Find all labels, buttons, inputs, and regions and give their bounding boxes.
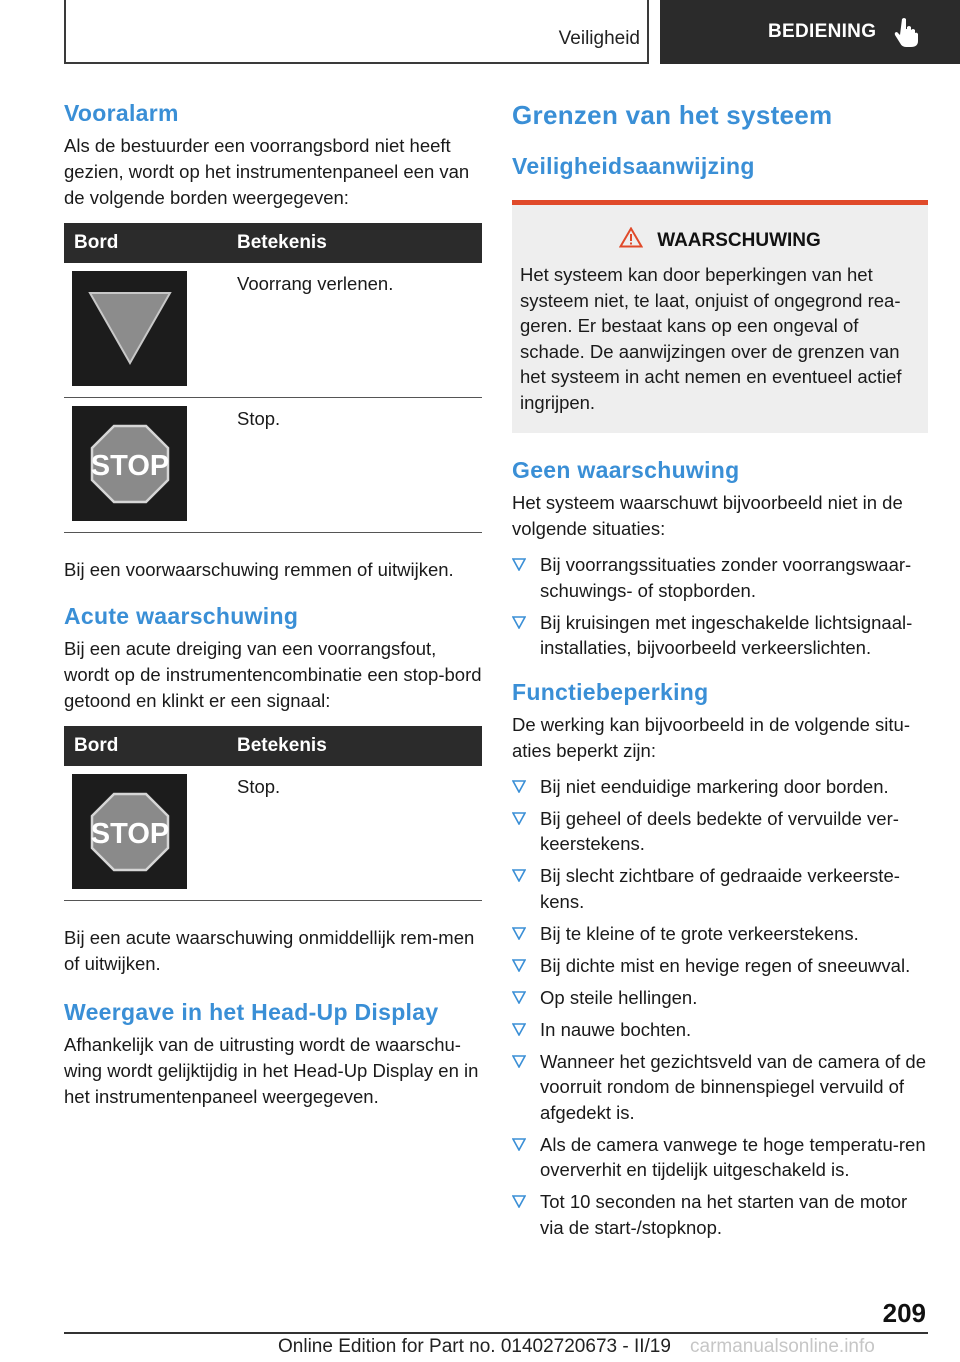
triangle-bullet-icon: [512, 812, 526, 825]
table-header-betekenis: Betekenis: [237, 232, 327, 253]
stop-sign-icon: [72, 774, 187, 889]
warning-text: Het systeem kan door beperkingen van het systeem niet, te laat, onjuist of ongegrond rea-geren. Er bestaat kans op een ongeval of schade. De aanwijzingen over de grenzen van het systeem in acht nemen en eventueel actief ingrijpen.: [520, 264, 902, 413]
list-item: Bij te kleine of te grote verkeerstekens.: [512, 921, 928, 947]
page-number: 209: [882, 1298, 926, 1328]
list-item: Bij slecht zichtbare of gedraaide verkeerste-kens.: [512, 863, 928, 914]
hud-heading: Weergave in het Head-Up Display: [64, 999, 439, 1025]
table-cell-meaning: Stop.: [237, 776, 281, 797]
no-warning-heading: Geen waarschuwing: [512, 457, 740, 483]
vooralarm-after: Bij een voorwaarschuwing remmen of uitwijken.: [64, 559, 454, 580]
footer-watermark[interactable]: carmanualsonline.info: [690, 1336, 875, 1357]
list-item: Bij dichte mist en hevige regen of sneeuwval.: [512, 953, 928, 979]
vooralarm-sign-table: [64, 223, 482, 533]
triangle-bullet-icon: [512, 616, 526, 629]
list-item: In nauwe bochten.: [512, 1017, 928, 1043]
triangle-bullet-icon: [512, 869, 526, 882]
acute-heading: Acute waarschuwing: [64, 603, 299, 629]
triangle-bullet-icon: [512, 1195, 526, 1208]
table-cell-meaning: Voorrang verlenen.: [237, 273, 394, 294]
list-item: Bij geheel of deels bedekte of vervuilde ver-keerstekens.: [512, 806, 928, 857]
list-item: Bij kruisingen met ingeschakelde lichtsignaal-installaties, bijvoorbeeld verkeerslichten.: [512, 610, 928, 661]
table-header-bord: Bord: [74, 232, 119, 253]
acute-after: Bij een acute waarschuwing onmiddellijk rem-men of uitwijken.: [64, 927, 475, 974]
list-item: Als de camera vanwege te hoge temperatu-ren oververhit en tijdelijk uitgeschakeld is.: [512, 1132, 928, 1183]
vooralarm-heading: Vooralarm: [64, 100, 179, 126]
stop-sign-icon: [72, 406, 187, 521]
limitation-heading: Functiebeperking: [512, 678, 709, 705]
table-header-betekenis: Betekenis: [237, 735, 327, 756]
triangle-bullet-icon: [512, 780, 526, 793]
warning-triangle-icon: [619, 227, 643, 254]
warning-title-row: [520, 227, 920, 254]
table-cell-meaning: Stop.: [237, 408, 281, 429]
table-row: [64, 398, 482, 533]
system-limits-title: Grenzen van het systeem: [512, 100, 833, 130]
table-row: [64, 766, 482, 901]
no-warning-list: [512, 552, 928, 661]
triangle-bullet-icon: [512, 1023, 526, 1036]
table-header-bord: Bord: [74, 735, 119, 756]
table-row: [64, 263, 482, 398]
list-item: Op steile hellingen.: [512, 985, 928, 1011]
hand-pointer-icon: [894, 17, 920, 47]
triangle-bullet-icon: [512, 1055, 526, 1068]
footer-divider: [64, 1332, 928, 1334]
no-warning-intro: Het systeem waarschuwt bijvoorbeeld niet in de volgende situaties:: [512, 492, 903, 539]
triangle-bullet-icon: [512, 558, 526, 571]
list-item: Wanneer het gezichtsveld van de camera of de voorruit rondom de binnenspiegel vervuild of afgedekt is.: [512, 1049, 928, 1126]
left-column: [64, 100, 482, 1110]
list-item: Bij niet eenduidige markering door borden.: [512, 774, 928, 800]
list-item: Tot 10 seconden na het starten van de motor via de start-/stopknop.: [512, 1189, 928, 1240]
stop-sign-text: STOP: [90, 817, 169, 850]
stop-sign-text: STOP: [90, 449, 169, 482]
list-item: Bij voorrangssituaties zonder voorrangswaar-schuwings- of stopborden.: [512, 552, 928, 603]
footer-edition: Online Edition for Part no. 01402720673 - II/19: [278, 1336, 671, 1357]
vooralarm-intro: Als de bestuurder een voorrangsbord niet heeft gezien, wordt op het instrumentenpaneel een van de volgende borden weergegeven:: [64, 135, 470, 208]
table-header: [64, 223, 482, 263]
table-header: [64, 726, 482, 766]
hud-text: Afhankelijk van de uitrusting wordt de waarschu-wing wordt gelijktijdig in het Head-Up Display en in het instrumentenpaneel weergegeven.: [64, 1034, 479, 1107]
safety-heading: Veiligheidsaanwijzing: [512, 153, 755, 179]
header-chapter-label: BEDIENING: [768, 21, 877, 42]
triangle-bullet-icon: [512, 1138, 526, 1151]
header-section-title: Veiligheid: [558, 28, 640, 49]
acute-intro: Bij een acute dreiging van een voorrangsfout, wordt op de instrumentencombinatie een stop-bord getoond en klinkt er een signaal:: [64, 638, 482, 711]
triangle-bullet-icon: [512, 959, 526, 972]
limitation-list: [512, 774, 928, 1241]
limitation-intro: De werking kan bijvoorbeeld in de volgende situ-aties beperkt zijn:: [512, 713, 910, 761]
header-chapter-tab: [660, 0, 960, 64]
warning-box: [512, 200, 928, 433]
yield-sign-icon: [72, 271, 187, 386]
right-column: [512, 100, 928, 1247]
triangle-bullet-icon: [512, 927, 526, 940]
warning-title: WAARSCHUWING: [657, 229, 821, 251]
acute-sign-table: [64, 726, 482, 901]
triangle-bullet-icon: [512, 991, 526, 1004]
